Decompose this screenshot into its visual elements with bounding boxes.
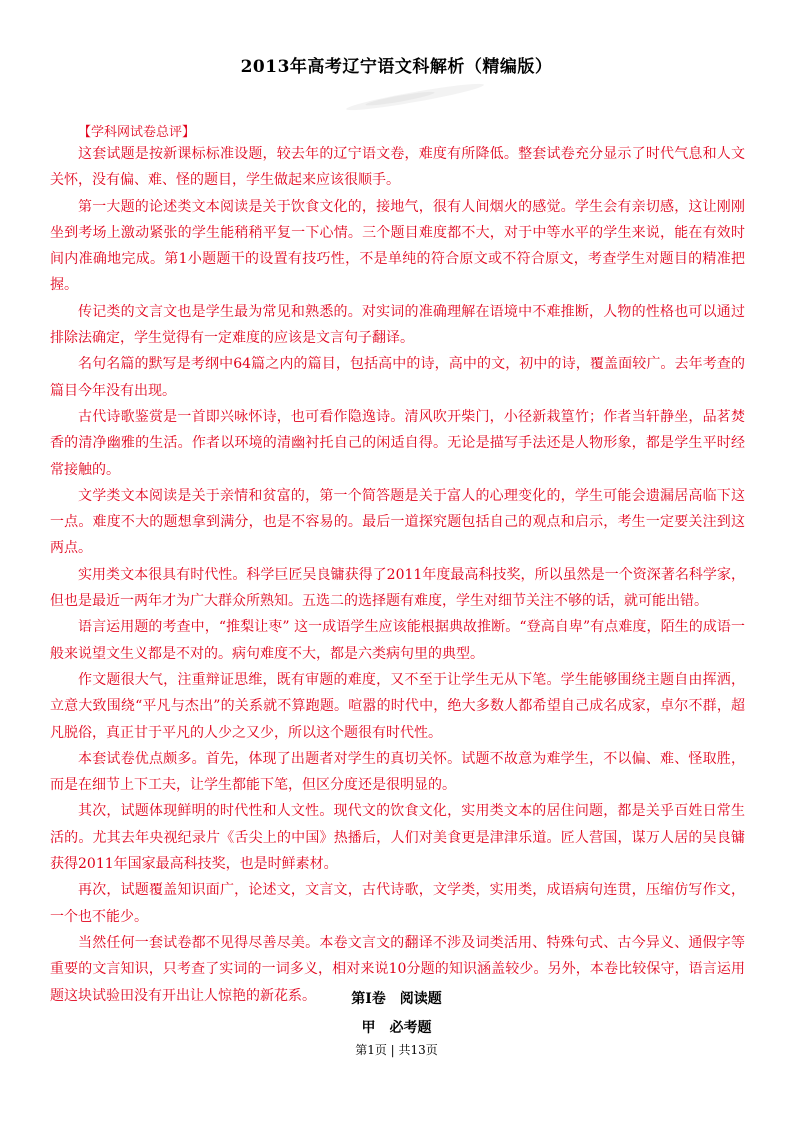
paragraph: 文学类文本阅读是关于亲情和贫富的，第一个简答题是关于富人的心理变化的，学生可能会遗漏居高临下这一点。难度不大的题想拿到满分，也是不容易的。最后一道探究题包括自己的观点和启示，考生一定要关注到这两点。 — [50, 487, 745, 557]
review-body — [50, 141, 745, 1009]
paragraph: 本套试卷优点颇多。首先，体现了出题者对学生的真切关怀。试题不故意为难学生，不以偏、难、怪取胜，而是在细节上下工夫，让学生都能下笔，但区分度还是很明显的。 — [50, 750, 745, 794]
paragraph: 当然任何一套试卷都不见得尽善尽美。本卷文言文的翻译不涉及词类活用、特殊句式、古今异义、通假字等重要的文言知识，只考查了实词的一词多义，相对来说10分题的知识涵盖较少。另外，本卷比较保守，语言运用题这块试验田没有开出让人惊艳的新花系。 — [50, 934, 745, 1004]
paragraph: 古代诗歌鉴赏是一首即兴咏怀诗，也可看作隐逸诗。清风吹开柴门，小径新栽篁竹；作者当轩静坐，品茗焚香的清净幽雅的生活。作者以环境的清幽衬托自己的闲适自得。无论是描写手法还是人物形象，都是学生平时经常接触的。 — [50, 408, 745, 478]
paragraph: 作文题很大气，注重辩证思维，既有审题的难度，又不至于让学生无从下笔。学生能够围绕主题自由挥洒，立意大致围绕“平凡与杰出”的关系就不算跑题。喧嚣的时代中，绝大多数人都希望自己成名成家，卓尔不群，超凡脱俗，真正甘于平凡的人少之又少，所以这个题很有时代性。 — [50, 671, 745, 741]
paragraph: 实用类文本很具有时代性。科学巨匠吴良镛获得了2011年度最高科技奖，所以虽然是一个资深著名科学家，但也是最近一两年才为广大群众所熟知。五选二的选择题有难度，学生对细节关注不够的话，就可能出错。 — [50, 566, 745, 610]
paragraph: 这套试题是按新课标标准设题，较去年的辽宁语文卷，难度有所降低。整套试卷充分显示了时代气息和人文关怀，没有偏、难、怪的题目，学生做起来应该很顺手。 — [50, 146, 745, 189]
watermark-logo — [340, 75, 491, 119]
paragraph: 名句名篇的默写是考纲中64篇之内的篇目，包括高中的诗，高中的文，初中的诗，覆盖面较广。去年考查的篇目今年没有出现。 — [50, 356, 745, 399]
section-label: 【学科网试卷总评】 — [78, 125, 196, 140]
page-footer: 第1页 | 共13页 — [355, 1043, 438, 1057]
paragraph: 其次，试题体现鲜明的时代性和人文性。现代文的饮食文化，实用类文本的居住问题，都是关乎百姓日常生活的。尤其去年央视纪录片《舌尖上的中国》热播后，人们对美食更是津津乐道。匠人营国，谋万人居的吴良镛获得2011年国家最高科技奖，也是时鲜素材。 — [50, 803, 745, 873]
section-heading-reading: 第Ⅰ卷 阅读题 — [351, 991, 442, 1007]
paragraph: 传记类的文言文也是学生最为常见和熟悉的。对实词的准确理解在语境中不难推断，人物的性格也可以通过排除法确定，学生觉得有一定难度的应该是文言句子翻译。 — [50, 303, 745, 347]
subsection-heading-required: 甲 必考题 — [361, 1020, 432, 1036]
paragraph: 再次，试题覆盖知识面广，论述文，文言文，古代诗歌，文学类，实用类，成语病句连贯，压缩仿写作文，一个也不能少。 — [50, 882, 745, 925]
paragraph: 语言运用题的考查中，“推梨让枣” 这一成语学生应该能根据典故推断。“登高自卑”有点难度，陌生的成语一般来说望文生义都是不对的。病句难度不大，都是六类病句里的典型。 — [50, 619, 745, 662]
document-title: 2013年高考辽宁语文科解析（精编版） — [240, 57, 553, 77]
paragraph: 第一大题的论述类文本阅读是关于饮食文化的，接地气，很有人间烟火的感觉。学生会有亲切感，这让刚刚坐到考场上激动紧张的学生能稍稍平复一下心情。三个题目难度都不大，对于中等水平的学生来说，能在有效时间内准确地完成。第1小题题干的设置有技巧性，不是单纯的符合原文或不符合原文，考查学生对题目的精准把握。 — [50, 198, 745, 294]
